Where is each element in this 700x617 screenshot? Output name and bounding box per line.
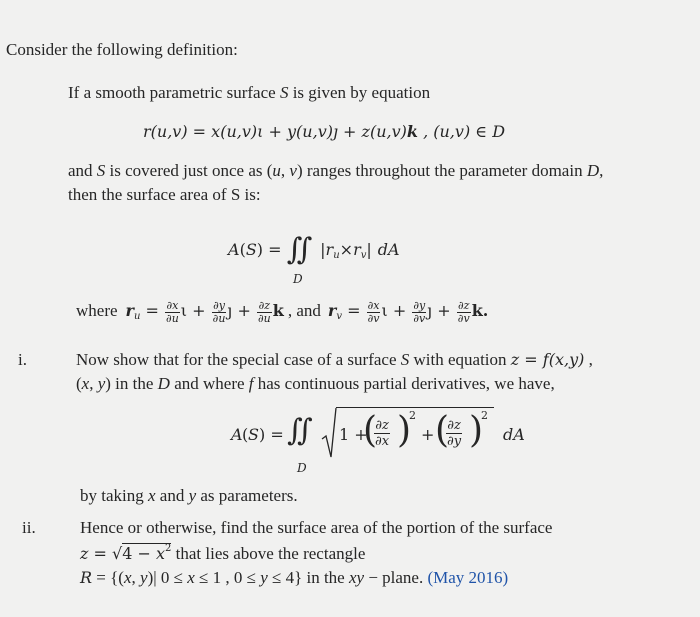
part-i-line-1: Now show that for the special case of a surface S with equation z = f(x,y) , bbox=[76, 350, 593, 369]
and-text: , and bbox=[287, 301, 321, 321]
part-ii-line-3: R = {(x, y)| 0 ≤ x ≤ 1 , 0 ≤ y ≤ 4} in the xy − plane. (May 2016) bbox=[80, 568, 509, 587]
part-ii-label: ii. bbox=[22, 518, 36, 537]
domain-label-2: D bbox=[297, 461, 307, 475]
part-i-line-2: (x, y) in the D and where f has continuous partial derivatives, we have, bbox=[76, 374, 555, 393]
where-text: where bbox=[76, 301, 118, 321]
part-ii-line-1: Hence or otherwise, find the surface area of the portion of the surface bbox=[80, 518, 553, 537]
source-tag: (May 2016) bbox=[427, 568, 509, 587]
surface-area-formula: A(S) = ∬ $|r_u\times r_v|$ dA bbox=[228, 232, 400, 267]
definition-line-2: and S is covered just once as (u, v) ranges throughout the parameter domain D, bbox=[68, 161, 604, 180]
sqrt-icon bbox=[321, 407, 337, 459]
partial-vectors-line: where $r_u$ = $\frac{\partial x}{\partial u}$ ι + $\frac{\partial y}{\partial u}$ ȷ + $\frac{\partial z}{\partial u}$ k , and $r_v$ = $\frac{\partial x}{\partial v}$ ι + $\frac{\partial y}{\partial v}$ ȷ + $\frac{\partial z}{\partial v}$ k. bbox=[76, 299, 489, 325]
definition-line-1: If a smooth parametric surface S is given by equation bbox=[68, 83, 431, 102]
domain-label-1: D bbox=[293, 272, 303, 286]
parametric-equation: r(u,v) = x(u,v)ι + y(u,v)ȷ + z(u,v)k , (u,v) ∈ D bbox=[143, 122, 506, 141]
part-i-formula: A ( S ) = ∬ 1 + ( $\frac{\partial z}{\partial x}$ ) 2 + ( $\frac{\partial z}{\partial y}$ ) 2 dA bbox=[231, 407, 531, 467]
part-i-line-3: by taking x and y as parameters. bbox=[80, 486, 298, 505]
definition-line-3: then the surface area of S is: bbox=[68, 185, 261, 204]
intro-text: Consider the following definition: bbox=[6, 40, 238, 59]
part-i-label: i. bbox=[18, 350, 27, 369]
part-ii-line-2: $z = √4 - x^2$ that lies above the rectangle bbox=[80, 543, 366, 563]
